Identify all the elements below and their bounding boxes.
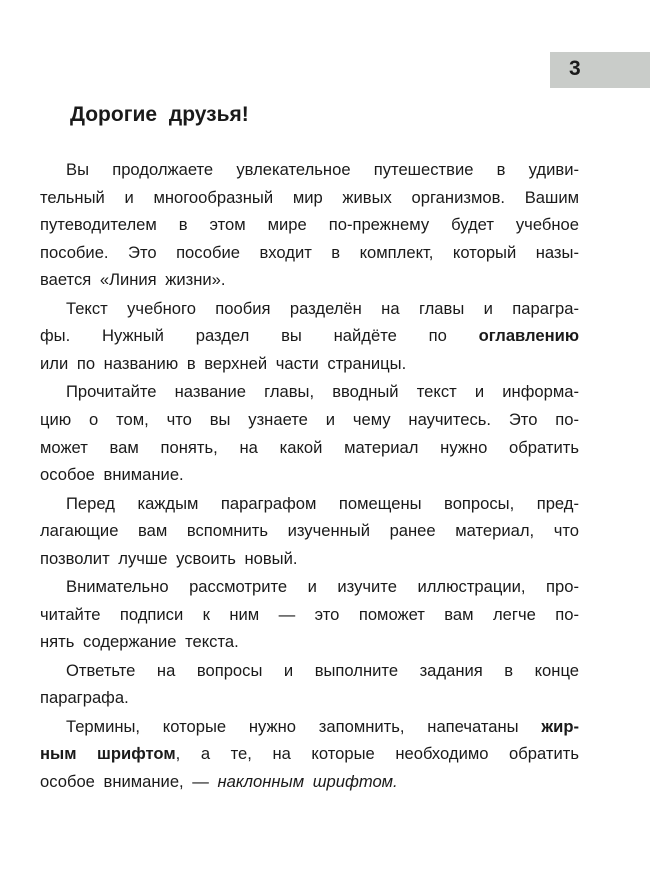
text-segment: параграфа. <box>40 688 129 708</box>
text-segment: позволит лучше усвоить новый. <box>40 548 298 568</box>
text-segment: особое внимание. <box>40 465 184 485</box>
text-line <box>40 684 579 712</box>
text-line <box>40 184 579 212</box>
text-line <box>40 545 579 573</box>
text-segment: цию о том, что вы узнаете и чему научитесь. Это по- <box>40 409 579 429</box>
text-segment: вается «Линия жизни». <box>40 270 226 290</box>
text-segment: пособие. Это пособие входит в комплект, который назы- <box>40 242 579 262</box>
page-number-box <box>550 52 650 88</box>
bold-term: жир- <box>541 716 579 736</box>
text-line <box>40 434 579 462</box>
text-segment: читайте подписи к ним — это поможет вам легче по- <box>40 604 579 624</box>
text-line <box>40 657 579 685</box>
text-line <box>40 490 579 518</box>
text-segment: Термины, которые нужно запомнить, напечатаны <box>66 716 542 736</box>
paragraph <box>40 295 579 378</box>
text-line <box>40 239 579 267</box>
paragraph <box>40 378 579 488</box>
paragraph <box>40 156 579 294</box>
paragraph <box>40 573 579 656</box>
text-segment: Прочитайте название главы, вводный текст и информа- <box>66 382 579 402</box>
text-line <box>40 156 579 184</box>
body-text <box>40 156 579 796</box>
text-line <box>40 768 579 796</box>
text-line <box>40 350 579 378</box>
text-segment: Ответьте на вопросы и выполните задания в конце <box>66 660 579 680</box>
text-line <box>40 378 579 406</box>
text-segment: лагающие вам вспомнить изученный ранее материал, что <box>40 521 579 541</box>
text-segment: может вам понять, на какой материал нужно обратить <box>40 437 579 457</box>
text-line <box>40 517 579 545</box>
text-segment: Вы продолжаете увлекательное путешествие в удиви- <box>66 160 579 179</box>
text-segment: Текст учебного пообия разделён на главы и паpагра- <box>66 298 579 318</box>
text-line <box>40 628 579 656</box>
text-line <box>40 211 579 239</box>
paragraph <box>40 657 579 712</box>
text-line <box>40 322 579 350</box>
page-title: Дорогие друзья! <box>70 103 249 126</box>
paragraph <box>40 490 579 573</box>
text-segment: Перед каждым параграфом помещены вопросы, пред- <box>66 493 579 513</box>
bold-term: оглавлению <box>478 326 579 346</box>
text-segment: путеводителем в этом мире по-прежнему будет учебное <box>40 215 579 235</box>
bold-term: ным шрифтом <box>40 744 176 764</box>
page-number: 3 <box>569 57 581 80</box>
paragraph <box>40 713 579 796</box>
text-segment: Внимательно рассмотрите и изучите иллюстрации, про- <box>66 577 579 597</box>
text-line <box>40 601 579 629</box>
text-segment: фы. Нужный раздел вы найдёте по <box>40 326 479 346</box>
text-line <box>40 740 579 768</box>
text-segment: или по названию в верхней части страницы. <box>40 353 407 373</box>
text-line <box>40 406 579 434</box>
text-line <box>40 461 579 489</box>
text-line <box>40 573 579 601</box>
text-line <box>40 266 579 294</box>
text-segment: особое внимание, — <box>40 771 218 791</box>
text-segment: нять содержание текста. <box>40 632 239 652</box>
text-segment: , а те, на которые необходимо обратить <box>175 744 579 764</box>
italic-text: наклонным шрифтом. <box>217 771 398 791</box>
text-line <box>40 713 579 741</box>
text-line <box>40 295 579 323</box>
text-segment: тельный и многообразный мир живых организмов. Вашим <box>40 187 579 207</box>
